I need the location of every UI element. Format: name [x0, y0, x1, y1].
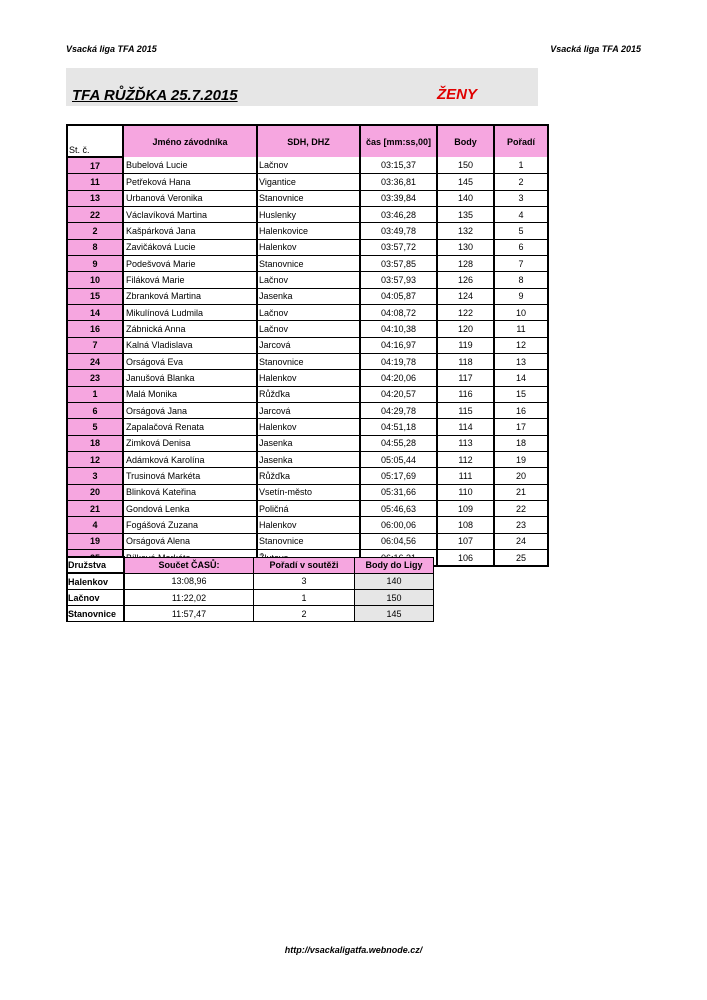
start-number-cell: 21 — [67, 500, 123, 516]
team-row — [67, 590, 434, 606]
points-cell: 124 — [437, 288, 494, 304]
team-rank-cell: 2 — [254, 606, 355, 622]
rank-cell: 2 — [494, 174, 548, 190]
points-cell: 119 — [437, 337, 494, 353]
time-cell: 04:51,18 — [360, 419, 437, 435]
name-cell: Bubelová Lucie — [123, 157, 257, 174]
time-cell: 05:46,63 — [360, 500, 437, 516]
col-sum: Součet ČASŮ: — [124, 557, 254, 573]
time-cell: 04:19,78 — [360, 353, 437, 369]
rank-cell: 4 — [494, 206, 548, 222]
points-cell: 116 — [437, 386, 494, 402]
points-cell: 122 — [437, 304, 494, 320]
start-number-cell: 18 — [67, 435, 123, 451]
time-cell: 06:00,06 — [360, 517, 437, 533]
name-cell: Petřeková Hana — [123, 174, 257, 190]
time-sum-cell: 11:57,47 — [124, 606, 254, 622]
team-rank-cell: 3 — [254, 573, 355, 590]
table-row — [67, 337, 548, 353]
time-cell: 04:55,28 — [360, 435, 437, 451]
table-row — [67, 272, 548, 288]
name-cell: Zábnická Anna — [123, 321, 257, 337]
table-row — [67, 157, 548, 174]
time-cell: 04:20,06 — [360, 370, 437, 386]
time-sum-cell: 11:22,02 — [124, 590, 254, 606]
time-cell: 04:20,57 — [360, 386, 437, 402]
header-left: Vsacká liga TFA 2015 — [66, 44, 157, 54]
table-row — [67, 419, 548, 435]
name-cell: Zapalačová Renata — [123, 419, 257, 435]
rank-cell: 15 — [494, 386, 548, 402]
sdh-cell: Lačnov — [257, 272, 360, 288]
start-number-cell: 22 — [67, 206, 123, 222]
col-sdh: SDH, DHZ — [257, 125, 360, 157]
time-cell: 03:39,84 — [360, 190, 437, 206]
start-number-cell: 2 — [67, 223, 123, 239]
rank-cell: 18 — [494, 435, 548, 451]
results-table — [66, 124, 549, 567]
time-cell: 04:05,87 — [360, 288, 437, 304]
rank-cell: 25 — [494, 549, 548, 566]
points-cell: 115 — [437, 402, 494, 418]
table-row — [67, 468, 548, 484]
table-row — [67, 239, 548, 255]
points-cell: 117 — [437, 370, 494, 386]
col-points: Body — [437, 125, 494, 157]
sdh-cell: Poličná — [257, 500, 360, 516]
team-name-cell: Halenkov — [67, 573, 124, 590]
rank-cell: 14 — [494, 370, 548, 386]
col-league-points: Body do Ligy — [355, 557, 434, 573]
rank-cell: 12 — [494, 337, 548, 353]
table-row — [67, 386, 548, 402]
name-cell: Malá Monika — [123, 386, 257, 402]
start-number-cell: 14 — [67, 304, 123, 320]
start-number-cell: 15 — [67, 288, 123, 304]
name-cell: Orságová Jana — [123, 402, 257, 418]
time-cell: 06:04,56 — [360, 533, 437, 549]
sdh-cell: Halenkov — [257, 517, 360, 533]
team-name-cell: Stanovnice — [67, 606, 124, 622]
name-cell: Mikulínová Ludmila — [123, 304, 257, 320]
header-right: Vsacká liga TFA 2015 — [550, 44, 641, 54]
points-cell: 128 — [437, 255, 494, 271]
name-cell: Kalná Vladislava — [123, 337, 257, 353]
sdh-cell: Jasenka — [257, 288, 360, 304]
name-cell: Orságová Eva — [123, 353, 257, 369]
name-cell: Gondová Lenka — [123, 500, 257, 516]
name-cell: Zbranková Martina — [123, 288, 257, 304]
table-row — [67, 402, 548, 418]
time-cell: 03:49,78 — [360, 223, 437, 239]
league-points-cell: 145 — [355, 606, 434, 622]
table-row — [67, 190, 548, 206]
name-cell: Zimková Denisa — [123, 435, 257, 451]
sdh-cell: Jasenka — [257, 435, 360, 451]
start-number-cell: 24 — [67, 353, 123, 369]
name-cell: Adámková Karolína — [123, 451, 257, 467]
rank-cell: 11 — [494, 321, 548, 337]
rank-cell: 13 — [494, 353, 548, 369]
points-cell: 150 — [437, 157, 494, 174]
team-row — [67, 606, 434, 622]
sdh-cell: Huslenky — [257, 206, 360, 222]
rank-cell: 16 — [494, 402, 548, 418]
time-cell: 05:17,69 — [360, 468, 437, 484]
points-cell: 106 — [437, 549, 494, 566]
start-number-cell: 17 — [67, 157, 123, 174]
points-cell: 112 — [437, 451, 494, 467]
points-cell: 113 — [437, 435, 494, 451]
name-cell: Filáková Marie — [123, 272, 257, 288]
table-row — [67, 484, 548, 500]
table-row — [67, 451, 548, 467]
table-row — [67, 533, 548, 549]
sdh-cell: Jarcová — [257, 402, 360, 418]
start-number-cell: 9 — [67, 255, 123, 271]
name-cell: Urbanová Veronika — [123, 190, 257, 206]
rank-cell: 7 — [494, 255, 548, 271]
name-cell: Fogášová Zuzana — [123, 517, 257, 533]
rank-cell: 5 — [494, 223, 548, 239]
table-row — [67, 255, 548, 271]
rank-cell: 3 — [494, 190, 548, 206]
name-cell: Trusinová Markéta — [123, 468, 257, 484]
table-row — [67, 206, 548, 222]
page-title: TFA RŮŽĎKA 25.7.2015 — [72, 87, 238, 104]
start-number-cell: 5 — [67, 419, 123, 435]
points-cell: 145 — [437, 174, 494, 190]
name-cell: Václavíková Martina — [123, 206, 257, 222]
rank-cell: 21 — [494, 484, 548, 500]
footer-url[interactable]: http://vsackaligatfa.webnode.cz/ — [284, 945, 423, 955]
sdh-cell: Růžďka — [257, 386, 360, 402]
time-cell: 04:29,78 — [360, 402, 437, 418]
table-row — [67, 321, 548, 337]
sdh-cell: Jarcová — [257, 337, 360, 353]
table-row — [67, 223, 548, 239]
table-row — [67, 370, 548, 386]
start-number-cell: 19 — [67, 533, 123, 549]
teams-body — [67, 573, 434, 622]
time-cell: 04:08,72 — [360, 304, 437, 320]
sdh-cell: Jasenka — [257, 451, 360, 467]
start-number-cell: 16 — [67, 321, 123, 337]
rank-cell: 1 — [494, 157, 548, 174]
sdh-cell: Halenkov — [257, 239, 360, 255]
sdh-cell: Lačnov — [257, 321, 360, 337]
results-body — [67, 157, 548, 566]
points-cell: 120 — [437, 321, 494, 337]
time-cell: 03:57,93 — [360, 272, 437, 288]
sdh-cell: Lačnov — [257, 157, 360, 174]
sdh-cell: Vsetín-město — [257, 484, 360, 500]
time-cell: 03:36,81 — [360, 174, 437, 190]
col-rank: Pořadí — [494, 125, 548, 157]
col-time: čas [mm:ss,00] — [360, 125, 437, 157]
sdh-cell: Halenkovice — [257, 223, 360, 239]
start-number-cell: 20 — [67, 484, 123, 500]
points-cell: 130 — [437, 239, 494, 255]
sdh-cell: Růžďka — [257, 468, 360, 484]
start-number-cell: 11 — [67, 174, 123, 190]
start-number-cell: 12 — [67, 451, 123, 467]
rank-cell: 17 — [494, 419, 548, 435]
name-cell: Zavičáková Lucie — [123, 239, 257, 255]
league-points-cell: 150 — [355, 590, 434, 606]
team-row — [67, 573, 434, 590]
teams-table — [66, 556, 434, 622]
start-number-cell: 1 — [67, 386, 123, 402]
time-cell: 04:10,38 — [360, 321, 437, 337]
sdh-cell: Lačnov — [257, 304, 360, 320]
team-name-cell: Lačnov — [67, 590, 124, 606]
points-cell: 114 — [437, 419, 494, 435]
rank-cell: 6 — [494, 239, 548, 255]
name-cell: Orságová Alena — [123, 533, 257, 549]
start-number-cell: 6 — [67, 402, 123, 418]
start-number-cell: 23 — [67, 370, 123, 386]
rank-cell: 10 — [494, 304, 548, 320]
table-row — [67, 517, 548, 533]
rank-cell: 24 — [494, 533, 548, 549]
name-cell: Podešvová Marie — [123, 255, 257, 271]
name-cell: Blinková Kateřina — [123, 484, 257, 500]
time-cell: 04:16,97 — [360, 337, 437, 353]
sdh-cell: Vigantice — [257, 174, 360, 190]
points-cell: 108 — [437, 517, 494, 533]
start-number-cell: 7 — [67, 337, 123, 353]
category-label: ŽENY — [437, 86, 478, 103]
start-number-cell: 4 — [67, 517, 123, 533]
start-number-cell: 10 — [67, 272, 123, 288]
col-team-rank: Pořadí v soutěži — [254, 557, 355, 573]
rank-cell: 22 — [494, 500, 548, 516]
table-row — [67, 500, 548, 516]
sdh-cell: Stanovnice — [257, 190, 360, 206]
time-cell: 05:05,44 — [360, 451, 437, 467]
table-row — [67, 435, 548, 451]
time-cell: 05:31,66 — [360, 484, 437, 500]
rank-cell: 20 — [494, 468, 548, 484]
start-number-cell: 3 — [67, 468, 123, 484]
name-cell: Janušová Blanka — [123, 370, 257, 386]
rank-cell: 9 — [494, 288, 548, 304]
points-cell: 111 — [437, 468, 494, 484]
league-points-cell: 140 — [355, 573, 434, 590]
name-cell: Kašpárková Jana — [123, 223, 257, 239]
sdh-cell: Halenkov — [257, 370, 360, 386]
sdh-cell: Stanovnice — [257, 255, 360, 271]
points-cell: 110 — [437, 484, 494, 500]
team-rank-cell: 1 — [254, 590, 355, 606]
start-number-cell: 8 — [67, 239, 123, 255]
points-cell: 140 — [437, 190, 494, 206]
col-start-number: St. č. — [67, 125, 123, 157]
rank-cell: 23 — [494, 517, 548, 533]
sdh-cell: Stanovnice — [257, 533, 360, 549]
time-sum-cell: 13:08,96 — [124, 573, 254, 590]
points-cell: 109 — [437, 500, 494, 516]
col-name: Jméno závodníka — [123, 125, 257, 157]
start-number-cell: 13 — [67, 190, 123, 206]
sdh-cell: Stanovnice — [257, 353, 360, 369]
time-cell: 03:57,72 — [360, 239, 437, 255]
table-row — [67, 174, 548, 190]
table-row — [67, 304, 548, 320]
points-cell: 132 — [437, 223, 494, 239]
table-row — [67, 288, 548, 304]
time-cell: 03:46,28 — [360, 206, 437, 222]
sdh-cell: Halenkov — [257, 419, 360, 435]
time-cell: 03:57,85 — [360, 255, 437, 271]
points-cell: 126 — [437, 272, 494, 288]
table-row — [67, 353, 548, 369]
points-cell: 107 — [437, 533, 494, 549]
points-cell: 135 — [437, 206, 494, 222]
col-team: Družstva — [67, 557, 124, 573]
time-cell: 03:15,37 — [360, 157, 437, 174]
rank-cell: 8 — [494, 272, 548, 288]
points-cell: 118 — [437, 353, 494, 369]
rank-cell: 19 — [494, 451, 548, 467]
